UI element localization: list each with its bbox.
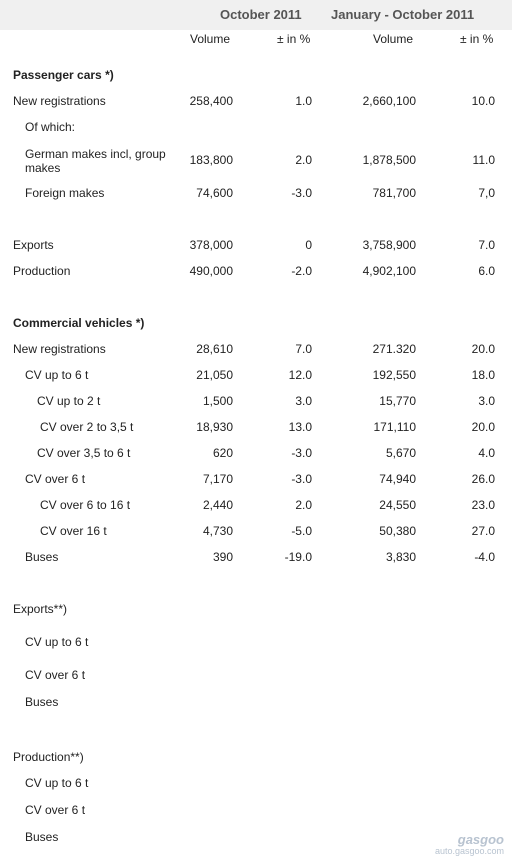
table-row [0, 238, 512, 258]
row-label: Production**) [13, 750, 84, 764]
row-label: CV over 6 t [25, 668, 86, 682]
row-label: CV over 16 t [40, 524, 107, 538]
row-label: CV up to 6 t [25, 776, 89, 790]
row-label: CV up to 2 t [37, 394, 101, 408]
cell-volume-ytd: 3,830 [385, 550, 416, 564]
cell-volume-ytd: 171,110 [373, 420, 416, 434]
cell-volume-oct: 390 [212, 550, 233, 564]
row-label: Buses [25, 550, 59, 564]
table-row [0, 750, 512, 770]
cell-volume-ytd: 50,380 [379, 524, 416, 538]
col-volume-2: Volume [373, 32, 414, 46]
cell-change-ytd: 20.0 [471, 342, 495, 356]
row-label: CV over 2 to 3,5 t [40, 420, 134, 434]
table-row [0, 316, 512, 336]
col-change-1: ± in % [277, 32, 311, 46]
row-label: New registrations [13, 342, 106, 356]
cell-volume-oct: 490,000 [189, 264, 233, 278]
table-row [0, 498, 512, 518]
period-october-2011: October 2011 [220, 7, 302, 22]
cell-change-ytd: 7.0 [478, 238, 495, 252]
table-row [0, 420, 512, 440]
row-label: New registrations [13, 94, 106, 108]
table-row [0, 147, 512, 175]
cell-change-ytd: 18.0 [471, 368, 495, 382]
cell-volume-ytd: 15,770 [379, 394, 416, 408]
table-row [0, 635, 512, 655]
row-label: Foreign makes [25, 186, 105, 200]
cell-change-oct: -3.0 [291, 446, 312, 460]
cell-change-oct: -3.0 [291, 472, 312, 486]
cell-volume-oct: 378,000 [189, 238, 233, 252]
col-change-2: ± in % [460, 32, 494, 46]
table-row [0, 394, 512, 414]
cell-change-oct: -2.0 [291, 264, 312, 278]
cell-volume-ytd: 271.320 [372, 342, 416, 356]
table-row [0, 68, 512, 88]
cell-change-oct: 13.0 [288, 420, 312, 434]
table-row [0, 342, 512, 362]
cell-volume-oct: 28,610 [196, 342, 233, 356]
row-label: CV up to 6 t [25, 635, 89, 649]
cell-volume-ytd: 2,660,100 [362, 94, 416, 108]
row-label: CV over 6 t [25, 472, 86, 486]
table-row [0, 368, 512, 388]
cell-volume-oct: 74,600 [196, 186, 233, 200]
cell-change-ytd: 4.0 [478, 446, 495, 460]
cell-change-ytd: -4.0 [474, 550, 495, 564]
cell-change-ytd: 23.0 [471, 498, 495, 512]
cell-volume-oct: 18,930 [196, 420, 233, 434]
cell-change-oct: 7.0 [295, 342, 312, 356]
table-row [0, 695, 512, 715]
cell-volume-ytd: 192,550 [372, 368, 416, 382]
watermark-logo: gasgoo [457, 832, 504, 847]
row-label: CV over 6 t [25, 803, 86, 817]
row-label: Buses [25, 695, 59, 709]
cell-volume-oct: 183,800 [189, 153, 233, 167]
cell-volume-ytd: 5,670 [385, 446, 416, 460]
watermark [420, 832, 504, 856]
cell-change-oct: 2.0 [295, 498, 312, 512]
watermark-url: auto.gasgoo.com [434, 846, 504, 856]
table-row [0, 472, 512, 492]
table-row [0, 120, 512, 140]
cell-volume-ytd: 74,940 [379, 472, 416, 486]
table-row [0, 602, 512, 622]
cell-volume-oct: 4,730 [202, 524, 233, 538]
row-label: Production [13, 264, 71, 278]
row-label: Commercial vehicles *) [13, 316, 145, 330]
row-label: CV over 6 to 16 t [40, 498, 131, 512]
cell-volume-ytd: 4,902,100 [362, 264, 416, 278]
row-label: CV over 3,5 to 6 t [37, 446, 131, 460]
table-row [0, 550, 512, 570]
cell-change-oct: 12.0 [288, 368, 312, 382]
cell-volume-oct: 1,500 [202, 394, 233, 408]
cell-volume-oct: 258,400 [189, 94, 233, 108]
cell-change-ytd: 11.0 [472, 153, 495, 167]
cell-volume-oct: 7,170 [202, 472, 233, 486]
cell-volume-ytd: 781,700 [372, 186, 416, 200]
row-label: Of which: [25, 120, 76, 134]
row-label: German makes incl, group makes [25, 147, 166, 175]
table-row [0, 668, 512, 688]
cell-volume-oct: 21,050 [196, 368, 233, 382]
cell-change-ytd: 20.0 [471, 420, 495, 434]
cell-change-ytd: 27.0 [471, 524, 495, 538]
cell-volume-ytd: 24,550 [379, 498, 416, 512]
row-label: Passenger cars *) [13, 68, 114, 82]
cell-volume-ytd: 1,878,500 [362, 153, 416, 167]
cell-change-oct: 1.0 [295, 94, 312, 108]
table-row [0, 264, 512, 284]
cell-change-oct: -19.0 [284, 550, 312, 564]
cell-change-oct: -3.0 [291, 186, 312, 200]
row-label: Buses [25, 830, 59, 844]
row-label: Exports**) [13, 602, 68, 616]
col-volume-1: Volume [190, 32, 231, 46]
table-row [0, 803, 512, 823]
cell-change-ytd: 7,0 [478, 186, 495, 200]
cell-change-ytd: 26.0 [471, 472, 495, 486]
row-label: Exports [13, 238, 54, 252]
table-row [0, 446, 512, 466]
cell-change-oct: 2.0 [295, 153, 312, 167]
cell-volume-oct: 2,440 [202, 498, 233, 512]
cell-volume-oct: 620 [212, 446, 233, 460]
cell-change-oct: -5.0 [291, 524, 312, 538]
period-jan-oct-2011: January - October 2011 [331, 7, 475, 22]
row-label: CV up to 6 t [25, 368, 89, 382]
cell-change-oct: 3.0 [295, 394, 312, 408]
table-row [0, 524, 512, 544]
cell-change-oct: 0 [305, 238, 312, 252]
table-row [0, 776, 512, 796]
cell-change-ytd: 6.0 [478, 264, 495, 278]
cell-change-ytd: 10.0 [471, 94, 495, 108]
table-row [0, 94, 512, 114]
table-row [0, 186, 512, 206]
cell-volume-ytd: 3,758,900 [362, 238, 416, 252]
cell-change-ytd: 3.0 [478, 394, 495, 408]
